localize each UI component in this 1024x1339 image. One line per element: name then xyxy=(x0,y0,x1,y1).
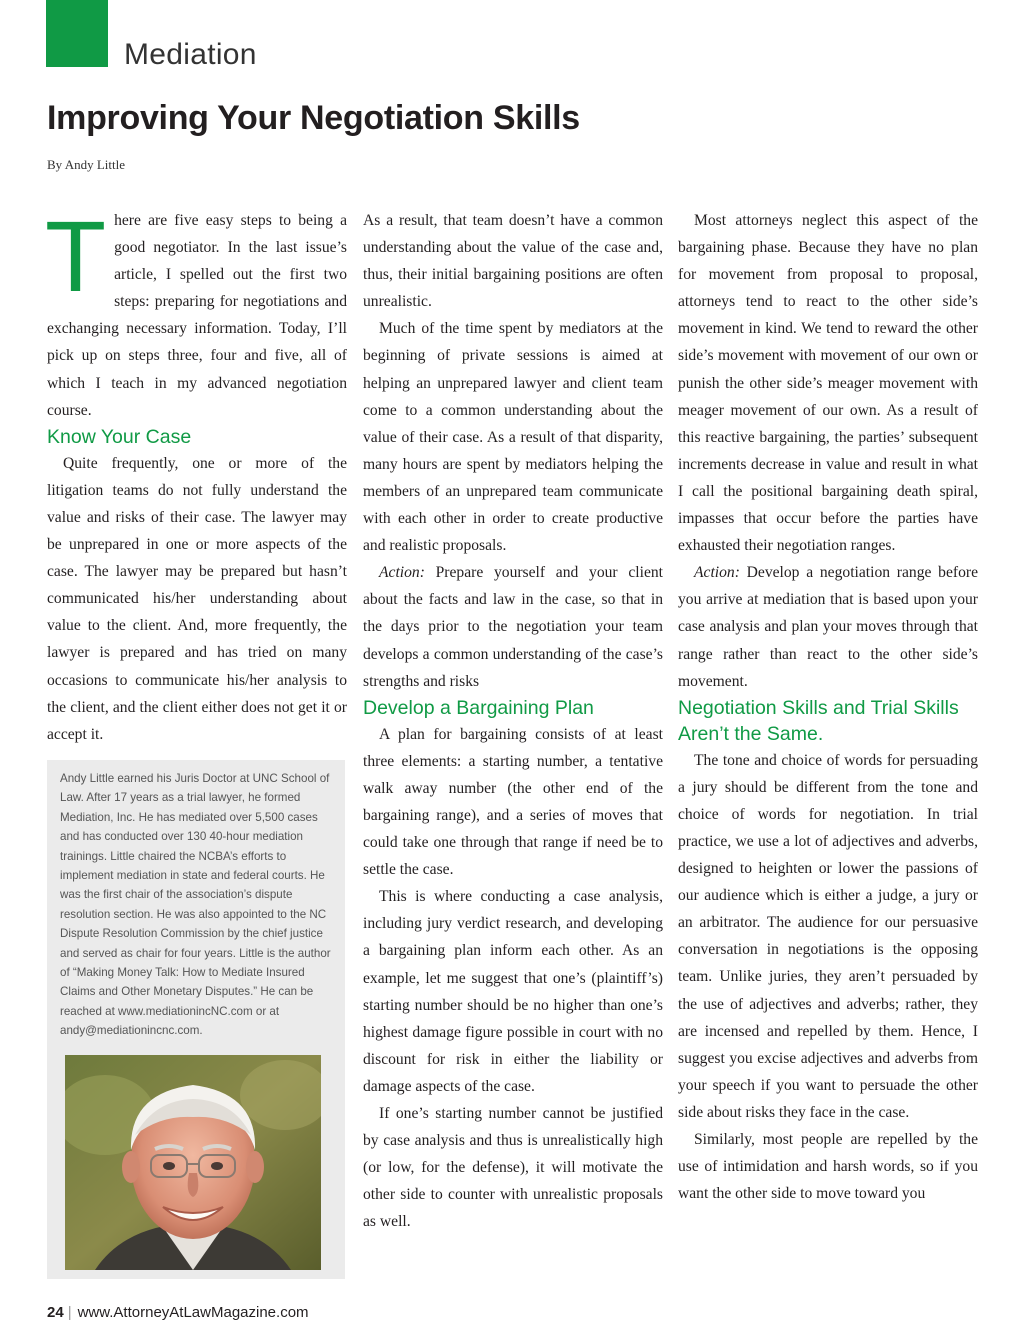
intro-text: here are five easy steps to being a good negotiator. In the last issue’s article, I spelled out the first two steps: preparing for negotiations and exchanging necessary information. Today, I’ll pick up on steps three, four and five, all of which I teach in my advanced negotiation course. xyxy=(47,212,347,419)
body-paragraph: As a result, that team doesn’t have a common understanding about the value of the case and, thus, their initial bargaining positions are often unrealistic. xyxy=(363,212,663,311)
column-3 xyxy=(678,207,978,1207)
article-title: Improving Your Negotiation Skills xyxy=(47,99,580,137)
action-label: Action: xyxy=(379,564,425,582)
body-paragraph: If one’s starting number cannot be justified by case analysis and thus is unrealistically high (or low, for the defense), it will motivate the other side to counter with unrealistic proposals as well. xyxy=(363,1105,663,1231)
author-bio-box xyxy=(47,760,345,1279)
body-paragraph: The tone and choice of words for persuading a jury should be different from the tone and choice of words for negotiation. In trial practice, we use a lot of adjectives and adverbs, designed to heighten or lower the passions of our audience which is either a judge, a jury or an arbitrator. The audience for our persuasive conversation in negotiations is the opposing team. Unlike juries, they aren’t persuaded by the use of adjectives and adverbs; rather, they are incensed and repelled by them. Hence, I suggest you excise adjectives and adverbs from your speech if you want to persuade the other side about risks they face in the case. xyxy=(678,751,978,1121)
intro-paragraph xyxy=(45,201,347,424)
heading-know-your-case: Know Your Case xyxy=(47,425,192,448)
byline: By Andy Little xyxy=(47,157,125,172)
body-paragraph: Much of the time spent by mediators at the beginning of private sessions is aimed at helping an unprepared lawyer and client team come to a common understanding about the value of their case. As a result of that disparity, many hours are spent by mediators helping the members of an unprepared team communicate with each other in order to create productive and realistic proposals. xyxy=(363,320,663,555)
author-bio-text: Andy Little earned his Juris Doctor at UNC School of Law. After 17 years as a trial lawyer, he formed Mediation, Inc. He has mediated over 5,500 cases and has conducted over 130 40-hour mediation trainings. Little chaired the NCBA’s efforts to implement mediation in state and federal courts. He was the first chair of the association’s dispute resolution section. He was also appointed to the NC Dispute Resolution Commission by the chief justice and served as chair for four years. Little is the author of “Making Money Talk: How to Mediate Insured Claims and Other Monetary Disputes.” He can be reached at www.mediationincNC.com or at andy@mediationincnc.com. xyxy=(60,772,331,1038)
page-number: 24 xyxy=(47,1304,64,1321)
author-photo xyxy=(65,1055,321,1270)
body-paragraph: Most attorneys neglect this aspect of the bargaining phase. Because they have no plan for movement from proposal to proposal, attorneys tend to react to the other side’s movement in kind. We tend to reward the other side’s movement with movement of our own or punish the other side’s meager movement with meager movement of our own. As a result of this reactive bargaining, the parties’ subsequent increments decrease in value and result in what I call the positional bargaining death spiral, impasses that occur before the parties have exhausted their negotiation ranges. xyxy=(678,212,978,555)
action-label: Action: xyxy=(694,564,740,582)
body-paragraph: A plan for bargaining consists of at least three elements: a starting number, a tentative walk away number (the other end of the bargaining range), and a series of moves that could take one through that range if need be to settle the case. xyxy=(363,725,663,879)
section-color-tab xyxy=(46,0,108,67)
heading-bargaining-plan: Develop a Bargaining Plan xyxy=(363,696,594,719)
drop-cap: T xyxy=(45,201,107,313)
footer-separator: | xyxy=(67,1304,72,1321)
body-paragraph: This is where conducting a case analysis, including jury verdict research, and developing a bargaining plan inform each other. As an example, let me suggest that one’s (plaintiff’s) starting number should be no higher than one’s highest damage figure possible in court with no discount for risk in either the liability or damage aspects of the case. xyxy=(363,888,663,1095)
section-label: Mediation xyxy=(124,38,257,71)
body-paragraph: Quite frequently, one or more of the litigation teams do not fully understand the value and risks of their case. The lawyer may be unprepared in one or more aspects of the case. The lawyer may be prepared but hasn’t communicated his/her understanding about value to the client. And, more frequently, the lawyer is prepared and has tried on many occasions to communicate his/her analysis to the client, and the client either does not get it or accept it. xyxy=(47,454,347,743)
action-paragraph xyxy=(678,559,978,694)
body-paragraph: Similarly, most people are repelled by the use of intimidation and harsh words, so if you want the other side to move toward you xyxy=(678,1131,978,1203)
heading-negotiation-skills: Negotiation Skills and Trial Skills Aren’t the Same. xyxy=(678,696,959,745)
magazine-website: www.AttorneyAtLawMagazine.com xyxy=(77,1304,309,1321)
column-1 xyxy=(45,201,347,748)
action-text: Prepare yourself and your client about the facts and law in the case, so that in the days prior to the negotiation your team develops a common understanding of the case’s strengths and risks xyxy=(363,564,663,690)
action-paragraph xyxy=(363,559,663,694)
column-2 xyxy=(363,207,663,1235)
page-footer xyxy=(47,1304,309,1321)
action-text: Develop a negotiation range before you arrive at mediation that is based upon your case analysis and plan your moves through that range rather than react to the other side’s movement. xyxy=(678,564,978,690)
